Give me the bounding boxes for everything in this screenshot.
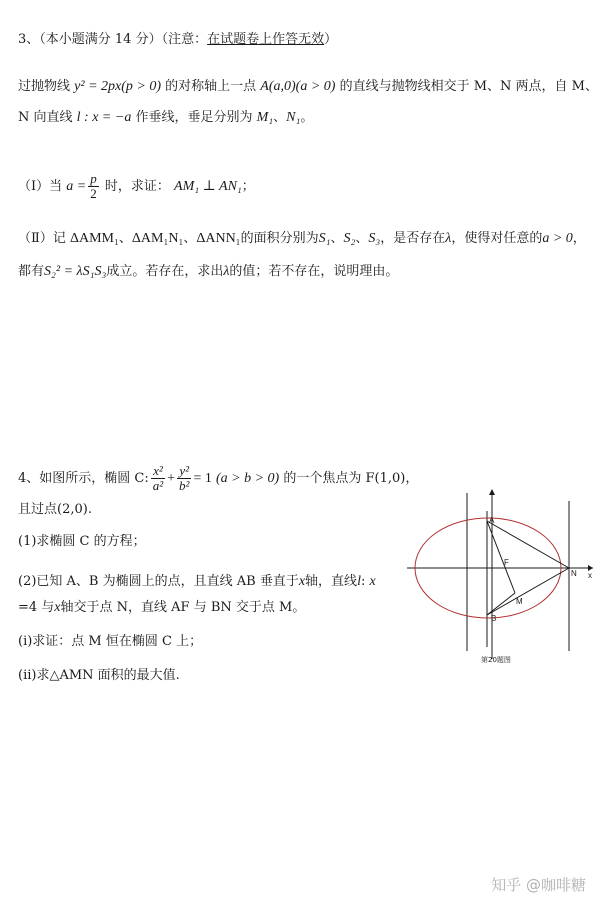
part2-text: 的面积分别为 (240, 231, 319, 246)
fraction-y2-over-b2 (177, 464, 191, 493)
part1-a-equals: a = (66, 179, 87, 194)
part2-label: （Ⅱ）记 (18, 231, 66, 246)
separator: 、 (183, 231, 197, 246)
variable-x: x (298, 574, 306, 589)
lambda-symbol: λ (445, 231, 452, 246)
problem3-note-close: ） (324, 32, 338, 47)
area-s1: S₁ (318, 231, 331, 246)
part2-text: ，是否存在 (380, 231, 446, 246)
part1-text: 时，求证： (104, 179, 170, 194)
parabola-equation: y² = 2px(p > 0) (74, 79, 161, 94)
plus-sign: + (167, 471, 176, 486)
variable-x: x (54, 600, 61, 615)
part2-text: ，使得对任意的 (451, 231, 543, 246)
line-bn (487, 568, 569, 615)
triangle-am1n1: ΔAM₁N₁ (131, 231, 184, 246)
label-a: A (489, 516, 495, 525)
point-n1: N₁ (286, 110, 301, 125)
line-af (487, 521, 515, 593)
watermark: 知乎 @咖啡糖 (491, 876, 586, 894)
condition-a-positive: a > 0 (542, 231, 573, 246)
problem3-text: 的直线与抛物线相交于 M、N 两点，自 M、 (339, 79, 598, 94)
problem3-part1 (18, 172, 255, 202)
problem3-line2 (18, 108, 313, 128)
problem4-question1 (18, 532, 146, 552)
figure-caption: 第20题图 (481, 656, 511, 664)
perpendicular-statement: AM₁ ⊥ AN₁ (174, 179, 242, 194)
problem3-part2-line1 (18, 229, 586, 249)
label-x: x (588, 571, 592, 580)
line-bm (487, 593, 515, 615)
line-l-equation: l : x = −a (76, 110, 132, 125)
separator: 、 (118, 231, 132, 246)
period: 。 (300, 110, 314, 125)
problem4-intro-line2 (18, 500, 92, 520)
colon: : (360, 574, 366, 589)
problem3-text: 作垂线，垂足分别为 (135, 110, 253, 125)
label-f: F (504, 558, 509, 567)
label-n: N (571, 569, 577, 578)
variable-x: x (369, 574, 376, 589)
problem4-text: 4、如图所示，椭圆 C: (18, 471, 149, 486)
problem3-text: 过抛物线 (18, 79, 71, 94)
fraction-x2-over-a2 (151, 464, 165, 493)
label-b: B (491, 614, 497, 623)
problem3-note: 在试题卷上作答无效 (207, 32, 325, 47)
problem3-text: 的对称轴上一点 (165, 79, 257, 94)
y-axis-arrow (489, 489, 495, 495)
question2-text: 轴交于点 N，直线 AF 与 BN 交于点 M。 (60, 600, 306, 615)
problem4-text: 且过点(2,0). (18, 502, 92, 517)
comma: ， (572, 231, 586, 246)
triangle-amm1: ΔAMM₁ (69, 231, 119, 246)
separator: 、 (330, 231, 344, 246)
problem4-question-ii (18, 666, 180, 686)
area-s3: S₃ (368, 231, 381, 246)
separator: 、 (273, 110, 287, 125)
fraction-p-over-2 (88, 172, 99, 201)
area-relation-equation: S₂² = λS₁S₃ (44, 264, 107, 279)
fraction-numerator: p (90, 171, 97, 186)
fraction-numerator: x² (151, 464, 165, 479)
semicolon: ； (241, 179, 255, 194)
part2-text: 都有 (18, 264, 45, 279)
problem4-intro (18, 462, 418, 496)
separator: 、 (355, 231, 369, 246)
triangle-ann1: ΔANN₁ (196, 231, 241, 246)
part2-text: 的值；若不存在，说明理由。 (229, 264, 399, 279)
question-i-text: (ⅰ)求证：点 M 恒在椭圆 C 上； (18, 634, 203, 649)
question2-text: (2)已知 A、B 为椭圆上的点，且直线 AB 垂直于 (18, 574, 299, 589)
problem3-score: （本小题满分 14 分） (39, 32, 162, 47)
point-m1: M₁ (256, 110, 274, 125)
problem4-text: 的一个焦点为 F(1,0)， (283, 471, 419, 486)
fraction-numerator: y² (177, 464, 191, 479)
area-s2: S₂ (343, 231, 356, 246)
problem3-header (18, 30, 337, 50)
lambda-symbol: λ (223, 264, 230, 279)
problem3-line1 (18, 77, 598, 97)
problem3-text: N 向直线 (18, 110, 73, 125)
problem4-question2-line2 (18, 598, 305, 618)
ellipse-figure (405, 487, 600, 667)
fraction-denominator: a² (152, 478, 164, 493)
question1-text: (1)求椭圆 C 的方程； (18, 534, 146, 549)
fraction-denominator: 2 (90, 186, 97, 201)
point-a-expression: A(a,0)(a > 0) (260, 79, 336, 94)
line-an (487, 521, 569, 568)
equals-one: = 1 (193, 471, 212, 486)
problem4-question2-line1 (18, 572, 376, 592)
ellipse-condition: (a > b > 0) (216, 471, 280, 486)
question2-text: 轴，直线 (305, 574, 358, 589)
problem4-question-i (18, 632, 202, 652)
part2-text: 成立。若存在，求出 (106, 264, 224, 279)
problem3-part2-line2 (18, 262, 398, 282)
question2-text: =4 与 (18, 600, 55, 615)
part1-label: （Ⅰ）当 (18, 179, 63, 194)
problem3-note-open: （注意： (161, 32, 208, 47)
label-m: M (516, 597, 523, 606)
fraction-denominator: b² (179, 478, 190, 493)
problem3-number: 3、 (18, 32, 40, 47)
variable-l: l (357, 574, 361, 589)
question-ii-text: (ⅱ)求△AMN 面积的最大值. (18, 668, 180, 683)
